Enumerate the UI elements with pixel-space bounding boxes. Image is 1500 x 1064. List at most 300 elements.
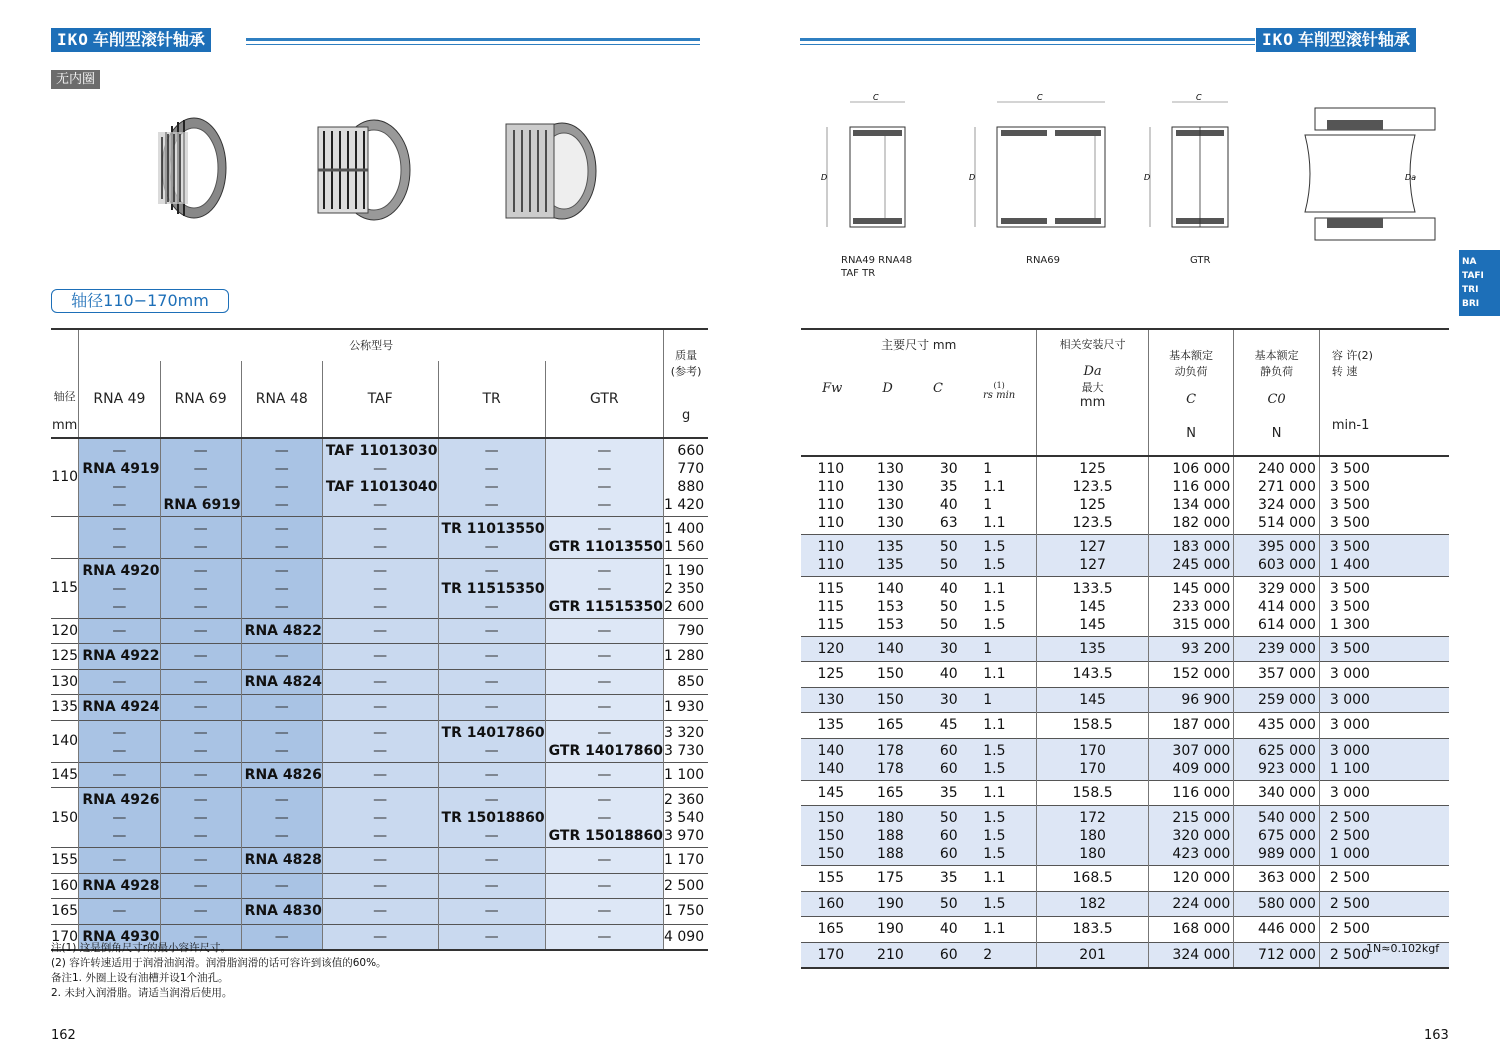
- dimension-value: 60: [939, 760, 958, 777]
- dimension-cell: [1037, 713, 1148, 739]
- dimension-cell: [1319, 576, 1449, 636]
- model-cell: [438, 438, 545, 516]
- dimension-value: 50: [939, 598, 958, 615]
- model-value: —: [373, 598, 388, 615]
- dimension-value: 1.5: [983, 742, 1006, 759]
- model-cell: [160, 899, 241, 925]
- dimension-group-row: [801, 891, 1449, 917]
- side-tab-na: NA: [1462, 257, 1477, 267]
- dimension-cell: [920, 662, 977, 688]
- model-value: —: [193, 928, 208, 945]
- col-fw: Fw: [822, 381, 843, 396]
- dimension-cell: [977, 576, 1037, 636]
- model-cell: [545, 644, 663, 670]
- brand-right: [1256, 28, 1416, 52]
- model-cell: [160, 669, 241, 695]
- nominal-header: 公称型号: [79, 329, 664, 361]
- dimension-group-row: [801, 456, 1449, 534]
- diagram-rna49: [815, 92, 915, 242]
- dimension-value: 145: [1079, 616, 1106, 633]
- dimension-cell: [977, 662, 1037, 688]
- svg-text:D: D: [821, 173, 828, 182]
- model-cell: [438, 873, 545, 899]
- side-tab-tafi: TAFI: [1462, 271, 1484, 281]
- dimension-cell: [977, 713, 1037, 739]
- model-value: —: [193, 598, 208, 615]
- dimension-value: 60: [939, 846, 958, 862]
- mass-value: 4 090: [664, 928, 705, 945]
- dimension-cell: [1319, 780, 1449, 806]
- dimension-value: 201: [1079, 946, 1106, 963]
- dimension-value: 3 000: [1329, 691, 1370, 708]
- col-d: D: [882, 381, 893, 396]
- dimension-value: 110: [817, 497, 845, 513]
- dimension-value: 1 300: [1329, 616, 1370, 633]
- model-cell: [322, 899, 438, 925]
- brand-title: 车削型滚针轴承: [92, 30, 205, 49]
- dimension-cell: [1148, 713, 1234, 739]
- model-value: —: [112, 673, 127, 690]
- dimension-value: 3 500: [1329, 640, 1370, 657]
- dimension-cell: [801, 942, 861, 968]
- dimension-value: 1.5: [983, 846, 1006, 862]
- model-cell: [545, 873, 663, 899]
- dimension-cell: [977, 866, 1037, 892]
- dimension-value: 1.5: [983, 616, 1006, 633]
- model-value: —: [112, 810, 127, 826]
- dimension-value: 150: [877, 666, 904, 683]
- model-cell: [160, 873, 241, 899]
- model-table: [51, 328, 708, 951]
- model-cell: [438, 720, 545, 762]
- model-cell: [241, 438, 322, 516]
- dimension-cell: [920, 866, 977, 892]
- mass-value: 850: [677, 673, 705, 690]
- dimension-cell: [1319, 534, 1449, 576]
- model-value: —: [274, 479, 289, 495]
- model-cell: [241, 788, 322, 848]
- dimension-cell: [861, 576, 921, 636]
- model-group-row: [51, 516, 708, 558]
- shaft-diameter: 135: [51, 695, 79, 721]
- model-value: RNA 4828: [244, 852, 322, 869]
- model-value: —: [193, 443, 208, 459]
- model-value: —: [373, 497, 388, 513]
- dimension-cell: [1148, 738, 1234, 780]
- dimension-value: 224 000: [1172, 895, 1231, 912]
- model-value: RNA 4928: [82, 877, 160, 894]
- dimension-value: 259 000: [1257, 691, 1316, 708]
- dimension-value: 320 000: [1172, 828, 1231, 844]
- dimension-value: 2 500: [1329, 828, 1370, 844]
- page-number-left: 162: [51, 1028, 76, 1043]
- model-value: RNA 4930: [82, 928, 160, 945]
- model-value: —: [373, 699, 388, 716]
- dimension-value: 190: [877, 921, 904, 938]
- mass-value: 790: [677, 622, 705, 639]
- model-value: —: [373, 520, 388, 537]
- dimension-value: 1: [983, 691, 993, 708]
- model-cell: [322, 848, 438, 874]
- model-cell: [322, 669, 438, 695]
- shaft-header: 轴径: [53, 390, 76, 403]
- dimension-cell: [1234, 942, 1320, 968]
- model-value: —: [484, 903, 499, 920]
- model-value: RNA 4926: [82, 792, 160, 808]
- model-value: —: [484, 877, 499, 894]
- dimension-table: [801, 328, 1449, 969]
- model-cell: [241, 558, 322, 618]
- model-cell: [322, 644, 438, 670]
- model-cell: [160, 558, 241, 618]
- model-cell: [79, 899, 160, 925]
- dimension-cell: [1234, 806, 1320, 866]
- svg-text:D: D: [969, 173, 976, 182]
- dimension-cell: [801, 866, 861, 892]
- unit-conversion-note: 1N≈0.102kgf: [1366, 942, 1440, 955]
- mass-value: 1 170: [664, 852, 705, 869]
- model-value: TR 15018860: [441, 810, 545, 826]
- dimension-cell: [1234, 687, 1320, 713]
- mass-cell: [664, 788, 709, 848]
- model-group-row: [51, 695, 708, 721]
- dimension-cell: [1234, 636, 1320, 662]
- mass-cell: [664, 899, 709, 925]
- model-cell: [79, 618, 160, 644]
- model-value: —: [484, 461, 499, 477]
- dimension-cell: [861, 780, 921, 806]
- dimension-value: 125: [817, 666, 845, 683]
- model-cell: [545, 788, 663, 848]
- mass-value: 880: [677, 479, 705, 495]
- dimension-value: 145: [817, 784, 845, 801]
- dimension-value: 989 000: [1257, 846, 1316, 862]
- model-value: —: [274, 538, 289, 555]
- mass-value: 3 320: [664, 724, 705, 741]
- model-value: —: [484, 792, 499, 808]
- model-value: TR 11515350: [441, 580, 545, 597]
- dimension-cell: [920, 534, 977, 576]
- mass-value: 2 600: [664, 598, 705, 615]
- dimension-value: 3 500: [1329, 497, 1370, 513]
- dimension-value: 40: [939, 921, 958, 938]
- dimension-cell: [1234, 780, 1320, 806]
- dimension-value: 110: [817, 479, 845, 495]
- model-value: —: [274, 562, 289, 579]
- dimension-value: 395 000: [1257, 538, 1316, 555]
- dimension-group-row: [801, 713, 1449, 739]
- model-value: —: [484, 562, 499, 579]
- model-cell: [438, 516, 545, 558]
- dimension-group-row: [801, 738, 1449, 780]
- model-value: —: [193, 766, 208, 783]
- dimension-value: 357 000: [1257, 666, 1316, 683]
- dimension-value: 120: [817, 640, 845, 657]
- dimension-cell: [977, 780, 1037, 806]
- dimension-group-row: [801, 942, 1449, 968]
- shaft-diameter: 125: [51, 644, 79, 670]
- no-inner-ring-badge: 无内圈: [51, 70, 100, 89]
- model-value: —: [373, 903, 388, 920]
- shaft-diameter: 165: [51, 899, 79, 925]
- dimension-cell: [1037, 891, 1148, 917]
- model-cell: [160, 695, 241, 721]
- model-cell: [241, 669, 322, 695]
- dimension-value: 1.1: [983, 479, 1006, 495]
- dimension-value: 40: [939, 580, 958, 597]
- page-number-right: 163: [1424, 1028, 1449, 1043]
- mass-value: 1 400: [664, 520, 705, 537]
- brand-left: [51, 28, 211, 52]
- model-cell: [322, 788, 438, 848]
- dimension-value: 2 500: [1329, 810, 1370, 826]
- unit-speed: min-1: [1331, 418, 1370, 433]
- model-value: —: [112, 598, 127, 615]
- dimension-cell: [1234, 534, 1320, 576]
- dimension-value: 115: [817, 616, 845, 633]
- model-value: —: [274, 699, 289, 716]
- dimension-value: 140: [877, 580, 904, 597]
- model-value: —: [193, 792, 208, 808]
- model-cell: [160, 762, 241, 788]
- dimension-value: 1.5: [983, 538, 1006, 555]
- model-col-header-2: RNA 48: [241, 361, 322, 438]
- dimension-value: 1: [983, 640, 993, 657]
- model-cell: [322, 558, 438, 618]
- shaft-diameter: 110: [51, 438, 79, 516]
- mass-value: 1 420: [664, 497, 705, 513]
- model-value: —: [484, 742, 499, 759]
- main-dims-header: 主要尺寸 mm: [881, 338, 957, 352]
- dimension-cell: [861, 534, 921, 576]
- dimension-value: 168.5: [1072, 870, 1113, 887]
- dimension-cell: [1148, 806, 1234, 866]
- dimension-cell: [977, 917, 1037, 943]
- dimension-cell: [920, 942, 977, 968]
- mass-value: 3 730: [664, 742, 705, 759]
- header-rule-right: [800, 38, 1255, 41]
- mass-cell: [664, 848, 709, 874]
- dimension-cell: [1148, 576, 1234, 636]
- dimension-value: 150: [877, 691, 904, 708]
- model-value: —: [373, 928, 388, 945]
- model-value: —: [597, 877, 612, 894]
- dimension-value: 3 500: [1329, 461, 1370, 477]
- dimension-cell: [977, 687, 1037, 713]
- model-cell: [241, 762, 322, 788]
- side-tab: [1459, 250, 1500, 316]
- svg-text:C: C: [1196, 93, 1202, 102]
- model-value: RNA 4920: [82, 562, 160, 579]
- model-cell: [322, 695, 438, 721]
- dimension-cell: [1037, 636, 1148, 662]
- mass-cell: [664, 669, 709, 695]
- model-cell: [79, 720, 160, 762]
- dimension-value: 110: [817, 538, 845, 555]
- dimension-value: 96 900: [1181, 691, 1231, 708]
- dimension-cell: [920, 806, 977, 866]
- model-cell: [545, 669, 663, 695]
- model-value: —: [112, 828, 127, 844]
- dimension-value: 414 000: [1257, 598, 1316, 615]
- model-value: —: [484, 538, 499, 555]
- dimension-cell: [1319, 917, 1449, 943]
- mass-cell: [664, 516, 709, 558]
- speed-header: 容 许(2) 转 速: [1331, 349, 1373, 378]
- dimension-value: 130: [877, 515, 904, 531]
- dimension-value: 106 000: [1172, 461, 1231, 477]
- dimension-value: 145: [1079, 598, 1106, 615]
- dimension-cell: [801, 576, 861, 636]
- dimension-value: 145 000: [1172, 580, 1231, 597]
- shaft-diameter: 115: [51, 558, 79, 618]
- dimension-value: 540 000: [1257, 810, 1316, 826]
- dimension-value: 135: [877, 556, 904, 573]
- dimension-cell: [1037, 942, 1148, 968]
- model-value: —: [193, 699, 208, 716]
- mass-value: 1 930: [664, 699, 705, 716]
- model-value: RNA 4919: [82, 461, 160, 477]
- diagram-label-rna69: RNA69: [1026, 255, 1060, 266]
- dimension-cell: [801, 806, 861, 866]
- dimension-cell: [861, 806, 921, 866]
- dimension-value: 363 000: [1257, 870, 1316, 887]
- diagram-rna69: [965, 92, 1115, 242]
- model-value: —: [112, 538, 127, 555]
- model-cell: [79, 788, 160, 848]
- model-cell: [79, 438, 160, 516]
- dimension-value: 150: [817, 810, 845, 826]
- dimension-value: 3 000: [1329, 666, 1370, 683]
- dimension-cell: [1319, 456, 1449, 534]
- dimension-cell: [1234, 891, 1320, 917]
- unit-n1: N: [1186, 426, 1196, 441]
- model-cell: [241, 695, 322, 721]
- dimension-value: 188: [877, 828, 904, 844]
- dimension-value: 188: [877, 846, 904, 862]
- header-rule-left-thin: [246, 44, 700, 45]
- dimension-cell: [1148, 780, 1234, 806]
- model-value: —: [373, 810, 388, 826]
- model-cell: [79, 873, 160, 899]
- dimension-value: 3 500: [1329, 580, 1370, 597]
- dimension-cell: [977, 534, 1037, 576]
- model-group-row: [51, 669, 708, 695]
- dimension-value: 50: [939, 616, 958, 633]
- model-value: —: [373, 622, 388, 639]
- model-value: —: [597, 766, 612, 783]
- model-value: —: [274, 724, 289, 741]
- mass-unit: g: [681, 408, 691, 423]
- model-value: —: [484, 852, 499, 869]
- dimension-value: 182: [1079, 895, 1106, 912]
- dimension-value: 50: [939, 895, 958, 912]
- model-value: —: [193, 562, 208, 579]
- dimension-value: 2 500: [1329, 921, 1370, 938]
- model-value: —: [193, 724, 208, 741]
- dimension-value: 1.5: [983, 810, 1006, 826]
- model-value: —: [274, 742, 289, 759]
- mass-value: 660: [677, 443, 705, 459]
- dimension-value: 60: [939, 742, 958, 759]
- mass-cell: [664, 438, 709, 516]
- model-value: —: [274, 443, 289, 459]
- model-value: —: [597, 461, 612, 477]
- model-value: —: [112, 479, 127, 495]
- model-value: TR 14017860: [441, 724, 545, 741]
- dimension-value: 63: [939, 515, 958, 531]
- model-value: —: [274, 497, 289, 513]
- dimension-value: 50: [939, 538, 958, 555]
- model-value: —: [274, 520, 289, 537]
- col-da: Da: [1083, 364, 1102, 379]
- model-value: —: [597, 443, 612, 459]
- dimension-cell: [977, 942, 1037, 968]
- dimension-value: 182 000: [1172, 515, 1231, 531]
- model-value: RNA 4826: [244, 766, 322, 783]
- dimension-cell: [1037, 687, 1148, 713]
- install-header: 相关安装尺寸: [1059, 338, 1126, 351]
- model-value: —: [112, 742, 127, 759]
- mass-value: 2 350: [664, 580, 705, 597]
- dimension-cell: [861, 738, 921, 780]
- model-value: —: [193, 648, 208, 665]
- side-tab-bri: BRI: [1462, 299, 1480, 309]
- dimension-value: 1.5: [983, 828, 1006, 844]
- dimension-value: 153: [877, 598, 904, 615]
- model-value: RNA 6919: [163, 497, 241, 513]
- dimension-group-row: [801, 917, 1449, 943]
- diagram-label-taf-tr: TAF TR: [841, 268, 876, 279]
- model-value: —: [484, 648, 499, 665]
- dimension-value: 3 000: [1329, 742, 1370, 759]
- dimension-value: 125: [1079, 461, 1106, 477]
- dimension-cell: [801, 662, 861, 688]
- model-value: —: [373, 648, 388, 665]
- mass-value: 1 100: [664, 766, 705, 783]
- model-cell: [160, 644, 241, 670]
- dimension-cell: [1319, 662, 1449, 688]
- dimension-cell: [1234, 662, 1320, 688]
- dimension-cell: [920, 738, 977, 780]
- model-cell: [322, 873, 438, 899]
- mass-cell: [664, 720, 709, 762]
- mass-value: 3 540: [664, 810, 705, 826]
- dimension-value: 190: [877, 895, 904, 912]
- model-cell: [241, 720, 322, 762]
- dimension-value: 50: [939, 810, 958, 826]
- footnotes: [51, 941, 387, 1001]
- model-value: —: [484, 699, 499, 716]
- dimension-cell: [977, 738, 1037, 780]
- model-cell: [438, 848, 545, 874]
- svg-text:C: C: [1037, 93, 1043, 102]
- dimension-value: 60: [939, 946, 958, 963]
- dimension-value: 3 500: [1329, 515, 1370, 531]
- dimension-cell: [1319, 687, 1449, 713]
- svg-text:C: C: [873, 93, 879, 102]
- diagram-label-rna49: RNA49 RNA48: [841, 255, 913, 266]
- model-value: —: [112, 520, 127, 537]
- dimension-value: 155: [817, 870, 845, 887]
- dimension-value: 239 000: [1257, 640, 1316, 657]
- dimension-cell: [861, 713, 921, 739]
- model-value: —: [597, 928, 612, 945]
- dimension-value: 187 000: [1172, 717, 1231, 734]
- mass-cell: [664, 695, 709, 721]
- model-value: —: [484, 928, 499, 945]
- dimension-value: 35: [939, 784, 958, 801]
